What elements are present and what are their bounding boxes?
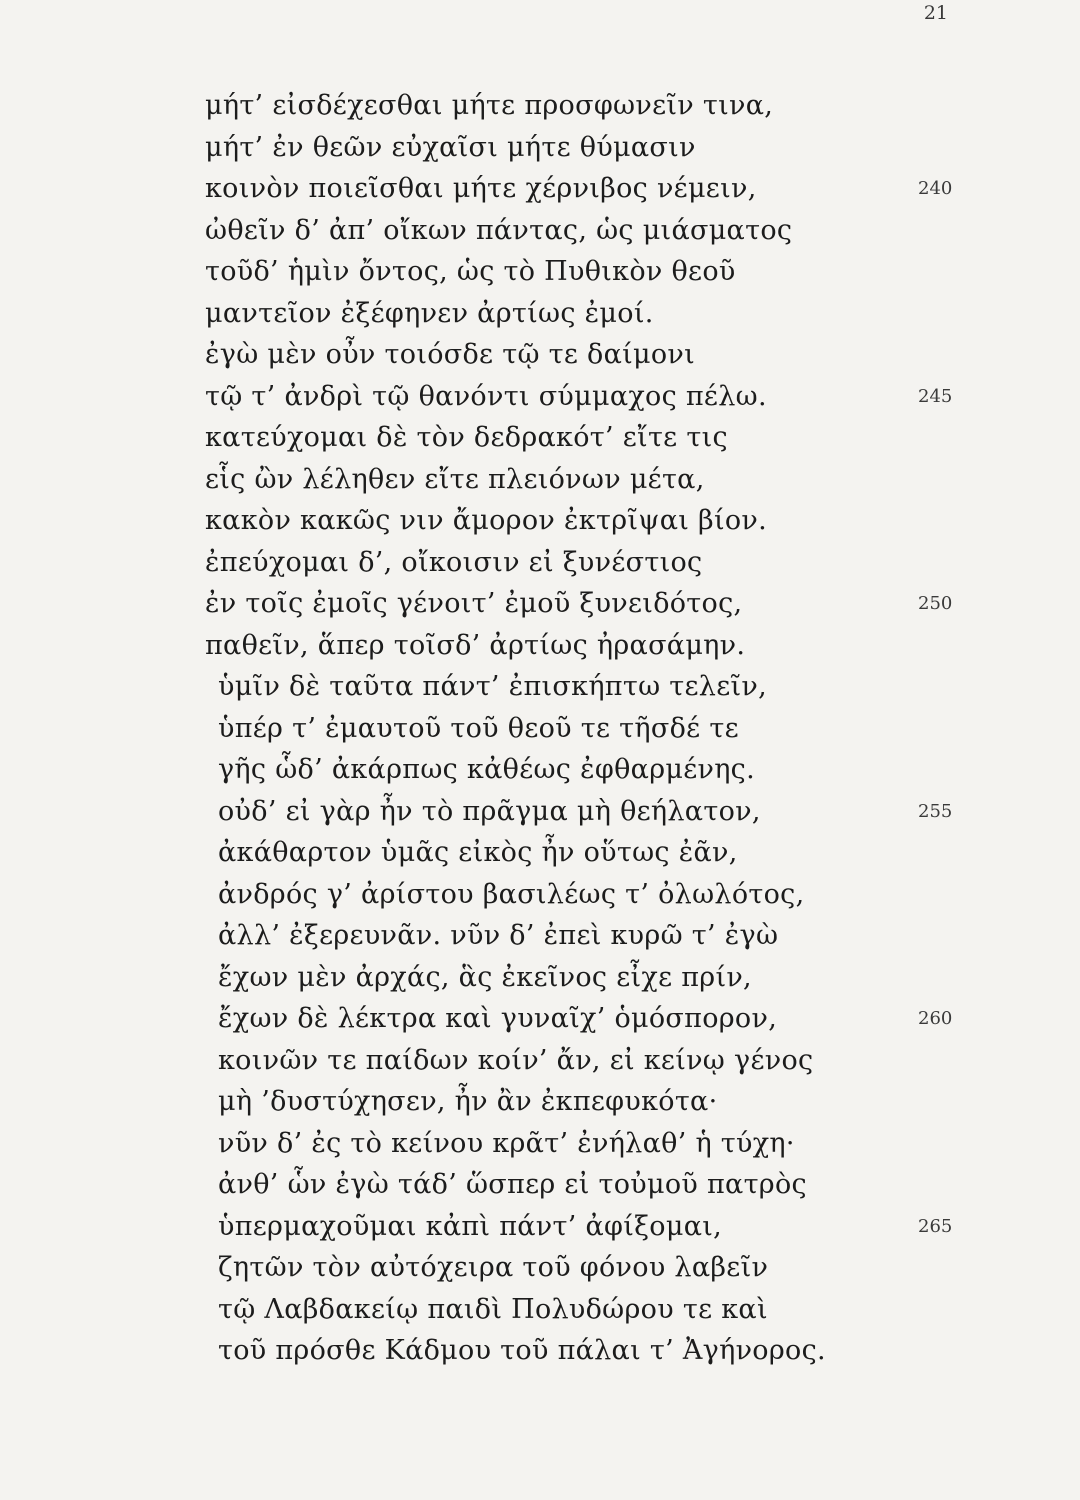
verse-line	[0, 915, 1080, 957]
verse-line	[0, 168, 1080, 210]
verse-line	[0, 1164, 1080, 1206]
verse-line-text: παθεῖν, ἅπερ τοῖσδ’ ἀρτίως ἠρασάμην.	[205, 629, 746, 661]
verse-line	[0, 210, 1080, 252]
verse-line	[0, 1206, 1080, 1248]
verse-line	[0, 376, 1080, 418]
verse-line	[0, 666, 1080, 708]
line-number: 260	[918, 1008, 953, 1029]
verse-line-text: γῆς ὧδ’ ἀκάρπως κἀθέως ἐφθαρμένης.	[218, 754, 755, 785]
verse-line-text: ὠθεῖν δ’ ἀπ’ οἴκων πάντας, ὡς μιάσματος	[205, 214, 793, 246]
verse-line	[0, 542, 1080, 584]
verse-line	[0, 1289, 1080, 1331]
verse-line	[0, 957, 1080, 999]
verse-line-text: κακὸν κακῶς νιν ἄμορον ἐκτρῖψαι βίον.	[205, 505, 767, 536]
verse-line-text: ὑπερμαχοῦμαι κἀπὶ πάντ’ ἀφίξομαι,	[218, 1210, 722, 1242]
verse-line-text: ἀκάθαρτον ὑμᾶς εἰκὸς ἦν οὕτως ἐᾶν,	[218, 837, 738, 868]
verse-line-text: κοινῶν τε παίδων κοίν’ ἄν, εἰ κείνῳ γένος	[218, 1044, 814, 1076]
verse-line	[0, 334, 1080, 376]
verse-line-text: κατεύχομαι δὲ τὸν δεδρακότ’ εἴτε τις	[205, 422, 728, 453]
verse-line-text: ἔχων δὲ λέκτρα καὶ γυναῖχ’ ὁμόσπορον,	[218, 1003, 778, 1034]
line-number: 245	[918, 385, 953, 407]
verse-line-text: ἐγὼ μὲν οὖν τοιόσδε τῷ τε δαίμονι	[205, 339, 696, 370]
verse-line-text: μήτ’ ἐν θεῶν εὐχαῖσι μήτε θύμασιν	[205, 131, 696, 163]
verse-line	[0, 1040, 1080, 1082]
verse-line	[0, 1123, 1080, 1165]
verse-line-text: τοῦδ’ ἡμὶν ὄντος, ὡς τὸ Πυθικὸν θεοῦ	[205, 256, 736, 287]
verse-line	[0, 500, 1080, 542]
line-number: 255	[918, 800, 953, 822]
verse-line-text: ἔχων μὲν ἀρχάς, ἃς ἐκεῖνος εἶχε πρίν,	[218, 961, 752, 993]
verse-line	[0, 459, 1080, 501]
verse-line	[0, 293, 1080, 335]
page-number: 21	[923, 2, 948, 24]
verse-line	[0, 417, 1080, 459]
line-number: 265	[918, 1215, 953, 1237]
verse-line-text: ζητῶν τὸν αὐτόχειρα τοῦ φόνου λαβεῖν	[218, 1252, 769, 1283]
verse-line-text: τῷ τ’ ἀνδρὶ τῷ θανόντι σύμμαχος πέλω.	[205, 380, 767, 412]
verse-line-text: κοινὸν ποιεῖσθαι μήτε χέρνιβος νέμειν,	[205, 173, 757, 204]
verse-line-text: μὴ ’δυστύχησεν, ἦν ἂν ἐκπεφυκότα·	[218, 1086, 718, 1117]
verse-line-text: ἀνθ’ ὧν ἐγὼ τάδ’ ὥσπερ εἰ τοὐμοῦ πατρὸς	[218, 1169, 807, 1200]
verse-line	[0, 874, 1080, 916]
verse-text-block	[0, 85, 1080, 1372]
verse-line	[0, 749, 1080, 791]
verse-line	[0, 1247, 1080, 1289]
verse-line-text: νῦν δ’ ἐς τὸ κείνου κρᾶτ’ ἐνήλαθ’ ἡ τύχη·	[218, 1127, 795, 1159]
verse-line-text: μήτ’ εἰσδέχεσθαι μήτε προσφωνεῖν τινα,	[205, 90, 774, 121]
verse-line-text: τοῦ πρόσθε Κάδμου τοῦ πάλαι τ’ Ἀγήνορος.	[218, 1335, 826, 1366]
verse-line-text: μαντεῖον ἐξέφηνεν ἀρτίως ἐμοί.	[205, 297, 654, 329]
verse-line	[0, 583, 1080, 625]
verse-line	[0, 85, 1080, 127]
verse-line-text: ἐν τοῖς ἐμοῖς γένοιτ’ ἐμοῦ ξυνειδότος,	[205, 588, 743, 619]
verse-line	[0, 251, 1080, 293]
verse-line	[0, 1330, 1080, 1372]
verse-line	[0, 1081, 1080, 1123]
verse-line	[0, 998, 1080, 1040]
verse-line	[0, 791, 1080, 833]
verse-line	[0, 708, 1080, 750]
verse-line-text: ὑπέρ τ’ ἐμαυτοῦ τοῦ θεοῦ τε τῆσδέ τε	[218, 712, 739, 744]
verse-line-text: οὐδ’ εἰ γὰρ ἦν τὸ πρᾶγμα μὴ θεήλατον,	[218, 795, 761, 827]
verse-line	[0, 832, 1080, 874]
verse-line-text: ἀλλ’ ἐξερευνᾶν. νῦν δ’ ἐπεὶ κυρῶ τ’ ἐγὼ	[218, 920, 779, 951]
line-number: 240	[918, 178, 953, 199]
verse-line-text: ἐπεύχομαι δ’, οἴκοισιν εἰ ξυνέστιος	[205, 546, 703, 578]
line-number: 250	[918, 593, 953, 614]
verse-line-text: ἀνδρός γ’ ἀρίστου βασιλέως τ’ ὀλωλότος,	[218, 878, 805, 910]
verse-line-text: ὑμῖν δὲ ταῦτα πάντ’ ἐπισκήπτω τελεῖν,	[218, 671, 767, 702]
verse-line-text: τῷ Λαβδακείῳ παιδὶ Πολυδώρου τε καὶ	[218, 1293, 768, 1325]
verse-line	[0, 127, 1080, 169]
verse-line	[0, 625, 1080, 667]
verse-line-text: εἷς ὢν λέληθεν εἴτε πλειόνων μέτα,	[205, 463, 705, 495]
